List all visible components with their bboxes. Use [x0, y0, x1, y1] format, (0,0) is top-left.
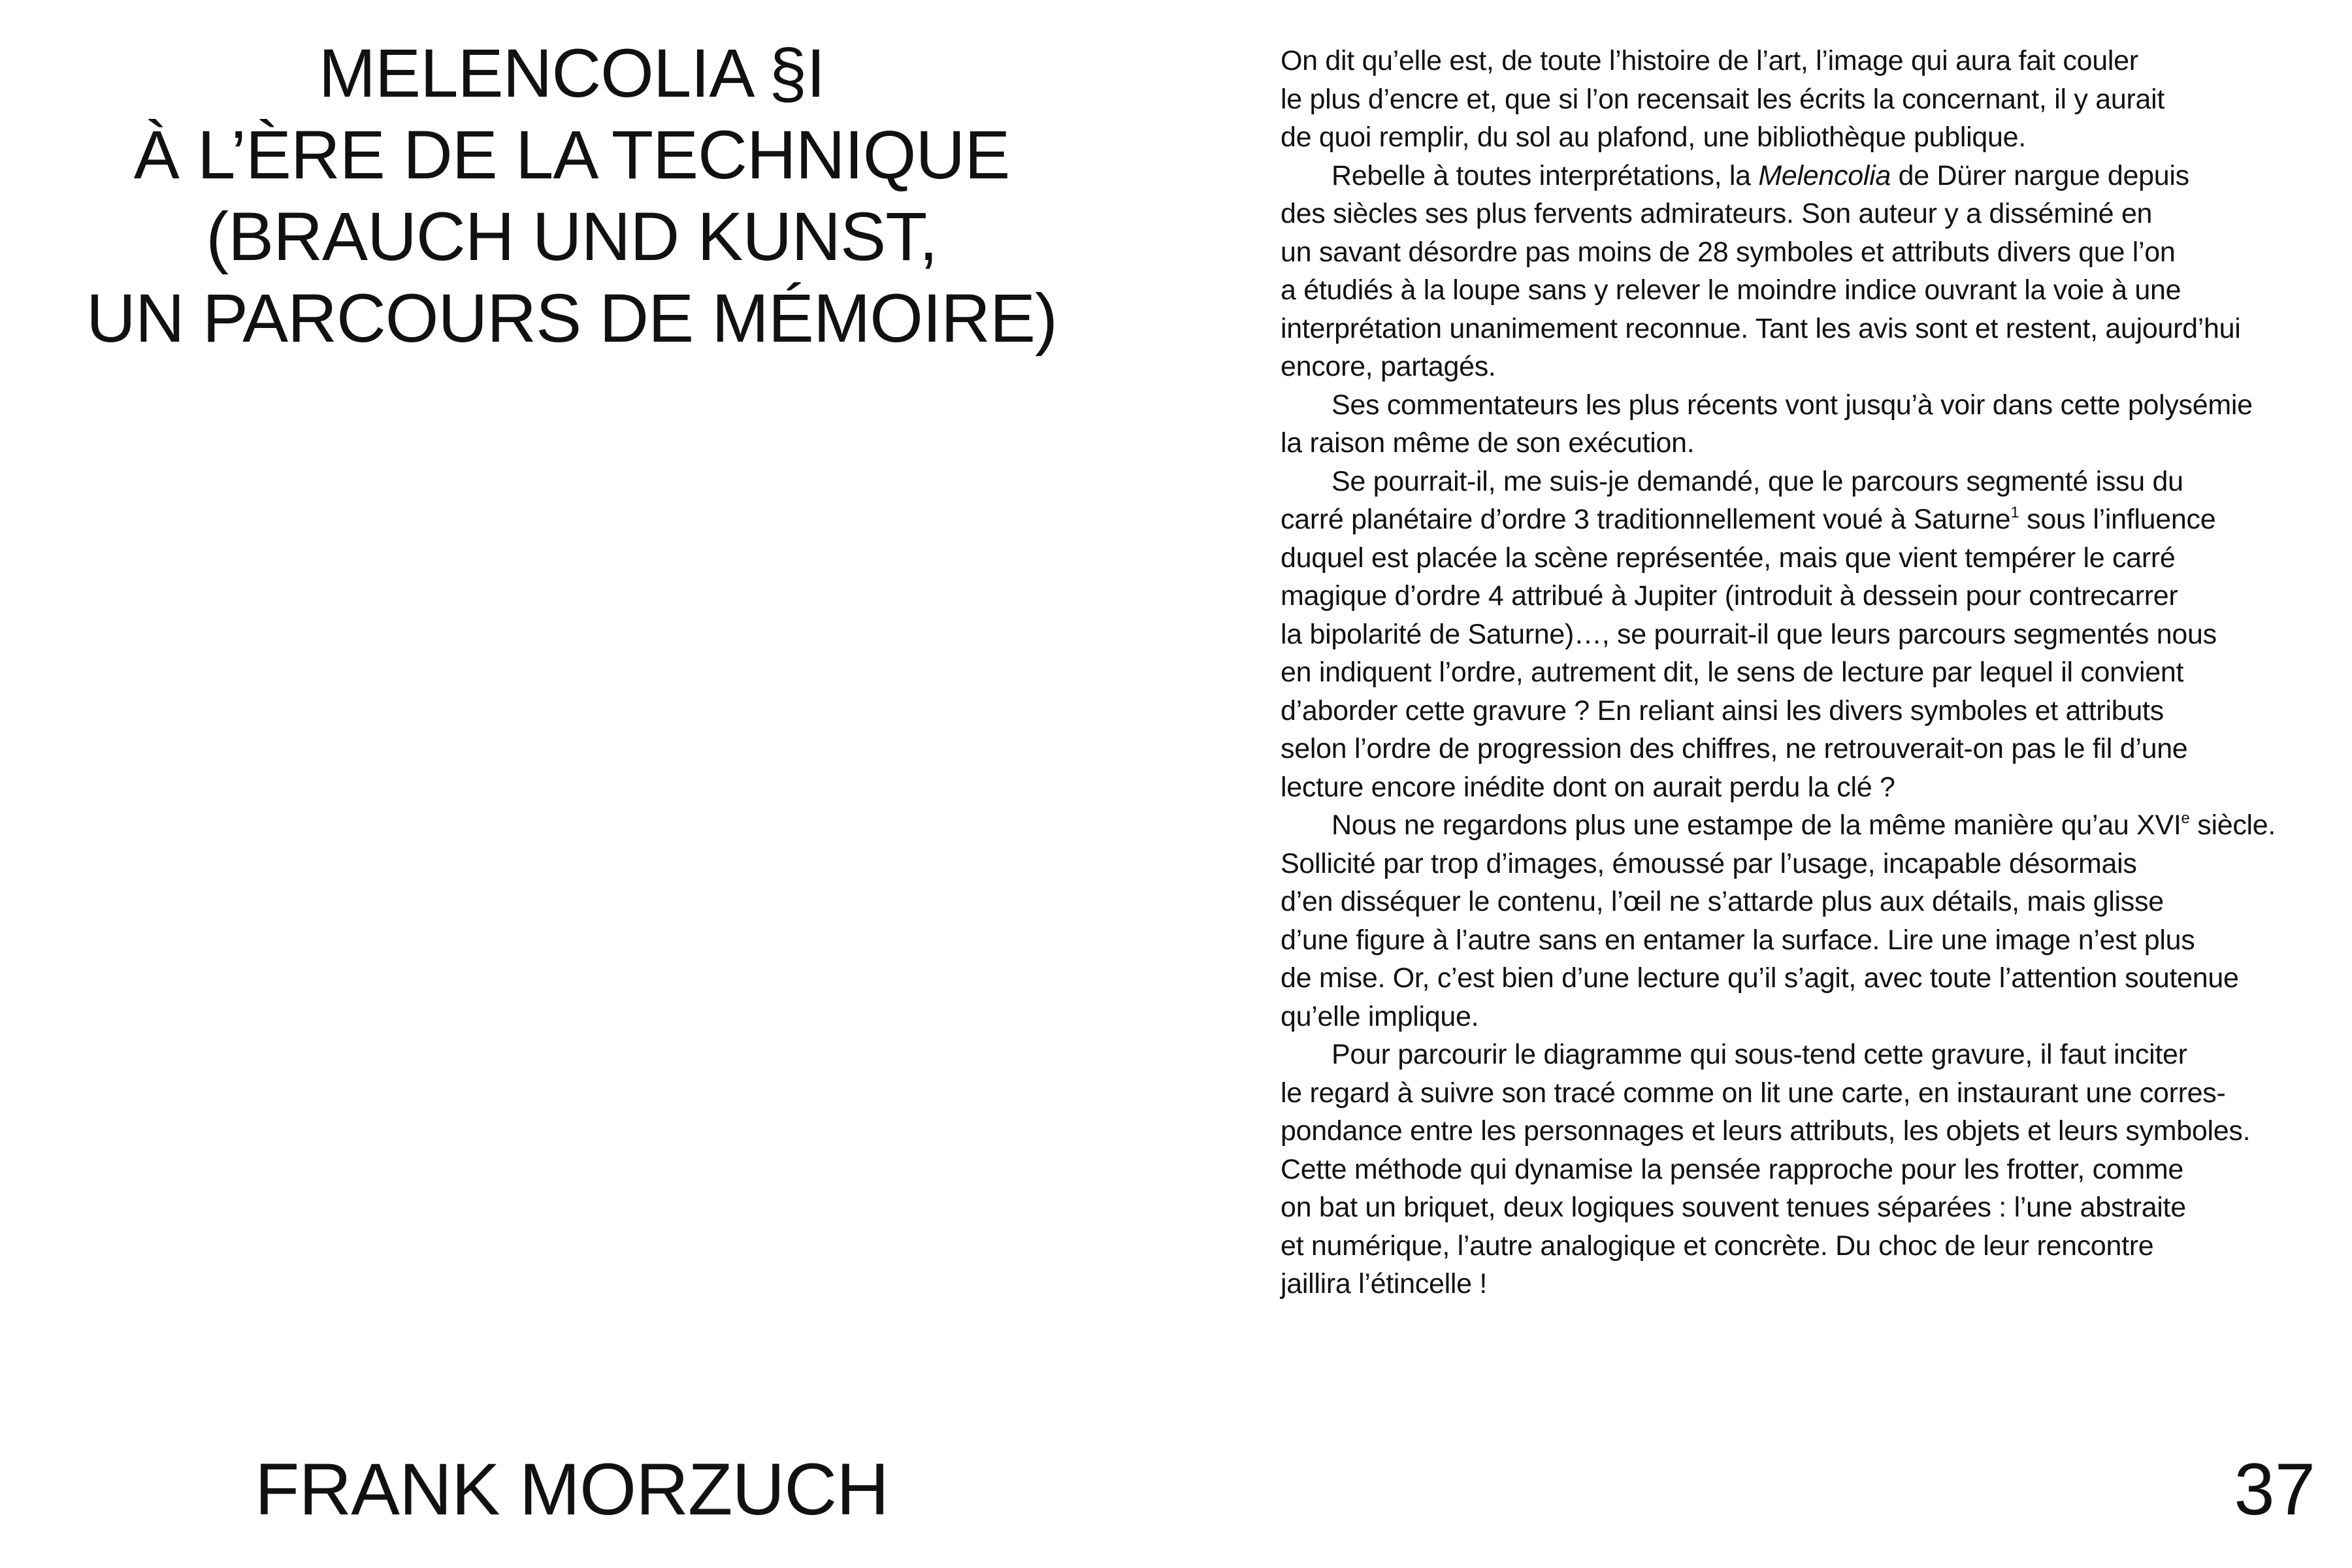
text-segment: de Dürer nargue depuis — [1890, 159, 2189, 191]
text-line: d’en disséquer le contenu, l’œil ne s’attarde plus aux détails, mais glisse — [1281, 886, 2164, 917]
text-line: selon l’ordre de progression des chiffres, ne retrouverait-on pas le fil d’une — [1281, 733, 2188, 764]
text-line: Sollicité par trop d’images, émoussé par l’usage, incapable désormais — [1281, 847, 2137, 879]
text-line: le regard à suivre son tracé comme on lit une carte, en instaurant une corres- — [1281, 1077, 2226, 1109]
text-line: On dit qu’elle est, de toute l’histoire de l’art, l’image qui aura fait couler — [1281, 45, 2138, 76]
text-line: et numérique, l’autre analogique et concrète. Du choc de leur rencontre — [1281, 1230, 2154, 1262]
title-line: MELENCOLIA §I — [318, 35, 825, 112]
text-line — [1281, 806, 2313, 845]
body-text — [1281, 42, 2313, 1303]
title-line: À L’ÈRE DE LA TECHNIQUE — [133, 117, 1010, 193]
text-line: pondance entre les personnages et leurs attributs, les objets et leurs symboles. — [1281, 1115, 2251, 1147]
text-line: en indiquent l’ordre, autrement dit, le sens de lecture par lequel il convient — [1281, 657, 2184, 688]
text-line: de mise. Or, c’est bien d’une lecture qu’il s’agit, avec toute l’attention soutenue — [1281, 962, 2239, 994]
title-line: (BRAUCH UND KUNST, — [206, 199, 938, 275]
text-line: lecture encore inédite dont on aurait perdu la clé ? — [1281, 771, 1895, 803]
footnote-marker: 1 — [2010, 504, 2019, 521]
text-segment: carré planétaire d’ordre 3 traditionnellement voué à Saturne — [1281, 504, 2011, 535]
text-line: interprétation unanimement reconnue. Tant les avis sont et restent, aujourd’hui — [1281, 312, 2241, 344]
title-line: UN PARCOURS DE MÉMOIRE) — [86, 280, 1057, 357]
text-line: le plus d’encre et, que si l’on recensait les écrits la concernant, il y aurait — [1281, 83, 2164, 115]
author-name: FRANK MORZUCH — [255, 1448, 889, 1530]
text-line: Pour parcourir le diagramme qui sous-tend cette gravure, il faut inciter — [1331, 1039, 2187, 1070]
text-segment: Nous ne regardons plus une estampe de la même manière qu’au XVI — [1331, 809, 2181, 841]
text-line: duquel est placée la scène représentée, mais que vient tempérer le carré — [1281, 542, 2176, 574]
text-segment: siècle. — [2189, 809, 2276, 841]
text-line: d’une figure à l’autre sans en entamer la surface. Lire une image n’est plus — [1281, 924, 2195, 956]
text-line: des siècles ses plus fervents admirateurs. Son auteur y a disséminé en — [1281, 198, 2153, 229]
text-line: qu’elle implique. — [1281, 1000, 1479, 1032]
text-line: la bipolarité de Saturne)…, se pourrait-il que leurs parcours segmentés nous — [1281, 618, 2217, 650]
text-line: de quoi remplir, du sol au plafond, une bibliothèque publique. — [1281, 122, 2026, 153]
text-line: encore, partagés. — [1281, 351, 1496, 382]
text-line: la raison même de son exécution. — [1281, 427, 1695, 459]
text-line: Ses commentateurs les plus récents vont jusqu’à voir dans cette polysémie — [1331, 389, 2253, 421]
chapter-title — [39, 33, 1104, 359]
text-line: magique d’ordre 4 attribué à Jupiter (introduit à dessein pour contrecarrer — [1281, 580, 2178, 612]
text-line: jaillira l’étincelle ! — [1281, 1268, 1488, 1299]
text-line: Cette méthode qui dynamise la pensée rapproche pour les frotter, comme — [1281, 1153, 2184, 1185]
text-line: a étudiés à la loupe sans y relever le moindre indice ouvrant la voie à une — [1281, 274, 2181, 306]
text-line: on bat un briquet, deux logiques souvent tenues séparées : l’une abstraite — [1281, 1192, 2186, 1223]
right-page — [1176, 0, 2352, 1568]
artwork-title: Melencolia — [1758, 159, 1891, 191]
text-line: Se pourrait-il, me suis-je demandé, que le parcours segmenté issu du — [1331, 465, 2183, 497]
page-number: 37 — [2234, 1448, 2315, 1530]
text-line — [1281, 500, 2313, 539]
text-line: un savant désordre pas moins de 28 symboles et attributs divers que l’on — [1281, 236, 2176, 268]
text-line — [1281, 157, 2313, 195]
text-segment: sous l’influence — [2019, 504, 2216, 535]
superscript: e — [2181, 809, 2190, 827]
text-segment: Rebelle à toutes interprétations, la — [1331, 159, 1759, 191]
text-line: d’aborder cette gravure ? En reliant ainsi les divers symboles et attributs — [1281, 694, 2164, 727]
